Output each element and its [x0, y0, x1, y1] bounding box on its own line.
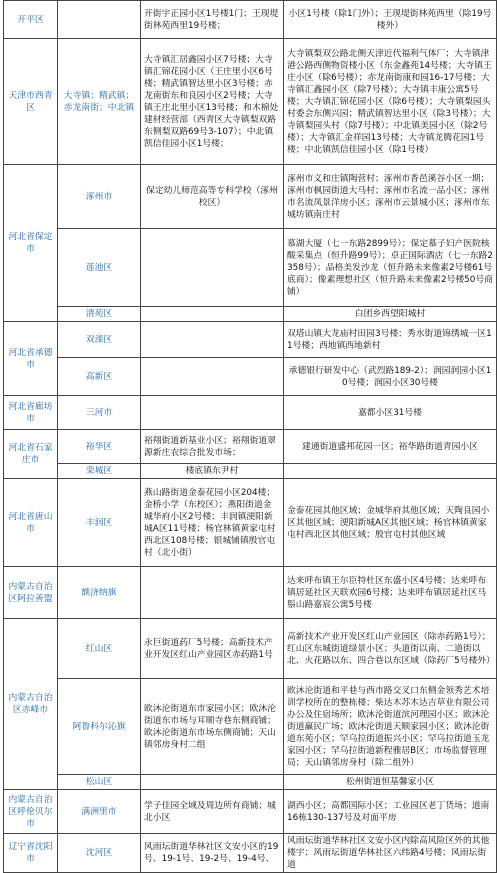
medium-risk-cell: [141, 358, 284, 396]
district-cell: 双滦区: [58, 322, 141, 358]
province-cell: 河北省承德市: [4, 322, 58, 396]
table-row: [4, 790, 497, 834]
province-cell: 河北省唐山市: [4, 479, 58, 567]
province-cell: 河北省廊坊市: [4, 396, 58, 430]
province-cell: 内蒙古自治区呼伦贝尔市: [4, 790, 58, 834]
low-risk-cell: 双塔山镇大龙庙村田园3号楼；秀水街道锦绣城一区11号楼；西地镇西地新村: [284, 322, 497, 358]
district-cell: 栾城区: [58, 464, 141, 479]
table-row: [4, 322, 497, 358]
low-risk-cell: 高新技术产业开发区红山产业园区（除赤药路1号）；红山区东城街道绿景小区；头道街以南、二道街以北、火花路以东、四合巷以东区域（除药厂5号楼外）: [284, 619, 497, 679]
province-cell: 内蒙古自治区赤峰市: [4, 619, 58, 790]
medium-risk-cell: 风雨坛街道华林社区文安小区的19号、19-1号、19-2号、19-4号、: [141, 834, 284, 873]
province-cell: 河北省保定市: [4, 165, 58, 322]
medium-risk-cell: 裕翔街道新基业小区；裕翔街道翠源新庄农综合批发市场；: [141, 430, 284, 464]
medium-risk-cell: 保定幼儿师范高等专科学校（涿州校区）: [141, 165, 284, 229]
table-row: [4, 165, 497, 229]
low-risk-cell: 涿州市义和庄镇陶营村；涿州市香邑溪谷小区一期；涿州市枫园街道大马村；涿州市名流一品小区；涿州市名流凤景洋房小区；涿州市云景城小区；涿州市东城坊镇南庄村: [284, 165, 497, 229]
district-cell: 裕华区: [58, 430, 141, 464]
district-cell: 清苑区: [58, 307, 141, 322]
district-cell: 满洲里市: [58, 790, 141, 834]
district-cell: 高新区: [58, 358, 141, 396]
medium-risk-cell: [141, 567, 284, 619]
medium-risk-cell: 大寺镇汇居鑫园小区7号楼；大寺镇汇锦花园小区（王庄里小区6号楼；精武镇智达里小区3号楼；赤龙南街东和良园小区2号楼；大寺镇王庄北里小区13号楼；和木棉处建材经营部（西青区大寺镇梨双路东侧梨双路69号3-107）；中北镇凯信佳园小区1号楼；: [141, 39, 284, 165]
district-cell: 莲池区: [58, 229, 141, 307]
low-risk-cell: 嘉都小区31号楼: [284, 396, 497, 430]
low-risk-cell: 湖西小区；高都国际小区；工业园区老丁货场；道南16栋130-137号及对面平房: [284, 790, 497, 834]
table-row: [4, 396, 497, 430]
medium-risk-cell: 楼底镇东尹村: [141, 464, 284, 479]
medium-risk-cell: [141, 229, 284, 307]
table-row: [4, 479, 497, 567]
table-row: [4, 464, 497, 479]
province-cell: 开平区: [4, 1, 58, 39]
province-cell: 河北省石家庄市: [4, 430, 58, 479]
district-cell: 沈河区: [58, 834, 141, 873]
table-row: [4, 430, 497, 464]
district-cell: 大寺镇；精武镇；赤龙南街；中北镇: [58, 39, 141, 165]
table-row: [4, 619, 497, 679]
low-risk-cell: [284, 464, 497, 479]
table-row: [4, 307, 497, 322]
table-row: [4, 1, 497, 39]
table-row: [4, 39, 497, 165]
medium-risk-cell: [141, 396, 284, 430]
district-cell: 三河市: [58, 396, 141, 430]
low-risk-cell: 达来呼布镇王尔臣特杜区东盛小区4号楼；达来呼布镇居延社区天联欢园6号楼；达来呼布镇居延社区马鬃山路嘉宸公寓5号楼: [284, 567, 497, 619]
district-cell: 红山区: [58, 619, 141, 679]
table-row: [4, 567, 497, 619]
low-risk-cell: 金泰花园其他区域；金城华府其他区域；天陶良园小区其他区域；浭阳新城A区其他区域；杨官林镇黄家屯村西北区其他区域；殷官屯村其他区域: [284, 479, 497, 567]
risk-area-table: [3, 0, 497, 873]
medium-risk-cell: [141, 775, 284, 790]
low-risk-cell: 松州街道恒基馨家小区: [284, 775, 497, 790]
district-cell: 额济纳旗: [58, 567, 141, 619]
medium-risk-cell: 欧沐沦街道东市家园小区；欧沐沦街道东市场与耳顺寺巷东侧商铺；欧沐沦街道东市场东侧商铺；天山镇邻房身村二组: [141, 679, 284, 775]
province-cell: 内蒙古自治区阿拉善盟: [4, 567, 58, 619]
low-risk-cell: 白团乡西望阳城村: [284, 307, 497, 322]
low-risk-cell: 承德银行研发中心（武烈路189-2）；润园润园小区10号楼；润园小区30号楼: [284, 358, 497, 396]
medium-risk-cell: 永巨街道药厂5号楼；高新技术产业开发区红山产业园区赤药路1号: [141, 619, 284, 679]
low-risk-cell: 风雨坛街道华林社区文安小区内除高风险区外的其他楼宇；风雨坛街道华林社区六纬路4号楼；风雨坛街道: [284, 834, 497, 873]
low-risk-cell: 慕湖大厦（七一东路2899号）；保定慕子妇产医院核酸采集点（恒升路99号）；卓正国际酒店（七一东路2358号）；品格美发沙龙（恒升路未来像素2号楼61号底商）；像素理想社区（恒升路未来像素2号楼50号商铺）: [284, 229, 497, 307]
medium-risk-cell: 燕山路街道金泰花园小区204楼；金桥小学（东校区）；燕阳街道金城华府小区2号楼；丰润镇浭阳新城A区11号楼；杨官林镇黄家屯村西北区108号楼；银城铺镇殷官屯村（北小街）: [141, 479, 284, 567]
low-risk-cell: 建通街道盛邦花园一区；裕华路街道青园小区: [284, 430, 497, 464]
district-cell: 丰润区: [58, 479, 141, 567]
district-cell: 松山区: [58, 775, 141, 790]
district-cell: [58, 1, 141, 39]
table-row: [4, 358, 497, 396]
table-row: [4, 679, 497, 775]
low-risk-cell: 小区1号楼（除1门外）；王现堤街林苑西里（除19号楼外）: [284, 1, 497, 39]
province-cell: 辽宁省沈阳市: [4, 834, 58, 873]
table-row: [4, 834, 497, 873]
table-row: [4, 229, 497, 307]
low-risk-cell: 大寺镇梨双公路北侧天津近代福利气体厂；大寺镇津港公路西侧物资楼小区（东金鑫苑14号楼；大寺镇王庄小区（除6号楼）；赤龙南街康和园16-17号楼；大寺镇汇鑫园小区（除7号楼）；大寺镇丰康公寓5号楼；大寺镇汇锦花园小区（除6号楼）；大寺镇梨园头村委会东侧兴园；精武镇智达里小区（除3号楼）；大寺镇梨园头村（除7号楼）；中北镇美园小区（除2号楼）；大寺镇汇金祥园13号楼；大寺镇龙腾花园1号楼；中北镇凯信佳园小区（除1号楼）: [284, 39, 497, 165]
province-cell: 天津市西青区: [4, 39, 58, 165]
medium-risk-cell: 学子佳园全域及周边所有商铺；城北小区: [141, 790, 284, 834]
table-row: [4, 775, 497, 790]
district-cell: 阿鲁科尔沁旗: [58, 679, 141, 775]
district-cell: 涿州市: [58, 165, 141, 229]
medium-risk-cell: [141, 307, 284, 322]
medium-risk-cell: 开街宇正园小区1号楼1门；王现堤街林苑西里19号楼；: [141, 1, 284, 39]
medium-risk-cell: [141, 322, 284, 358]
low-risk-cell: 欧沐沦街道和平巷与西市路交叉口东侧金领秀艺术培训学校所在的整栋楼；柴达木苏木达吉草业有限公司办公及住宿场所；欧沐沦街道滨河理园小区；欧沐沦街道赢民广场；欧沐沦街道天顺家园小区；欧沐沦街道东苑小区；罕乌拉街道振兴小区；罕乌拉街道玉龙家园小区；罕乌拉街道新程雅居B区；市场监督管理局；天山镇邻房身村（除二组外）: [284, 679, 497, 775]
